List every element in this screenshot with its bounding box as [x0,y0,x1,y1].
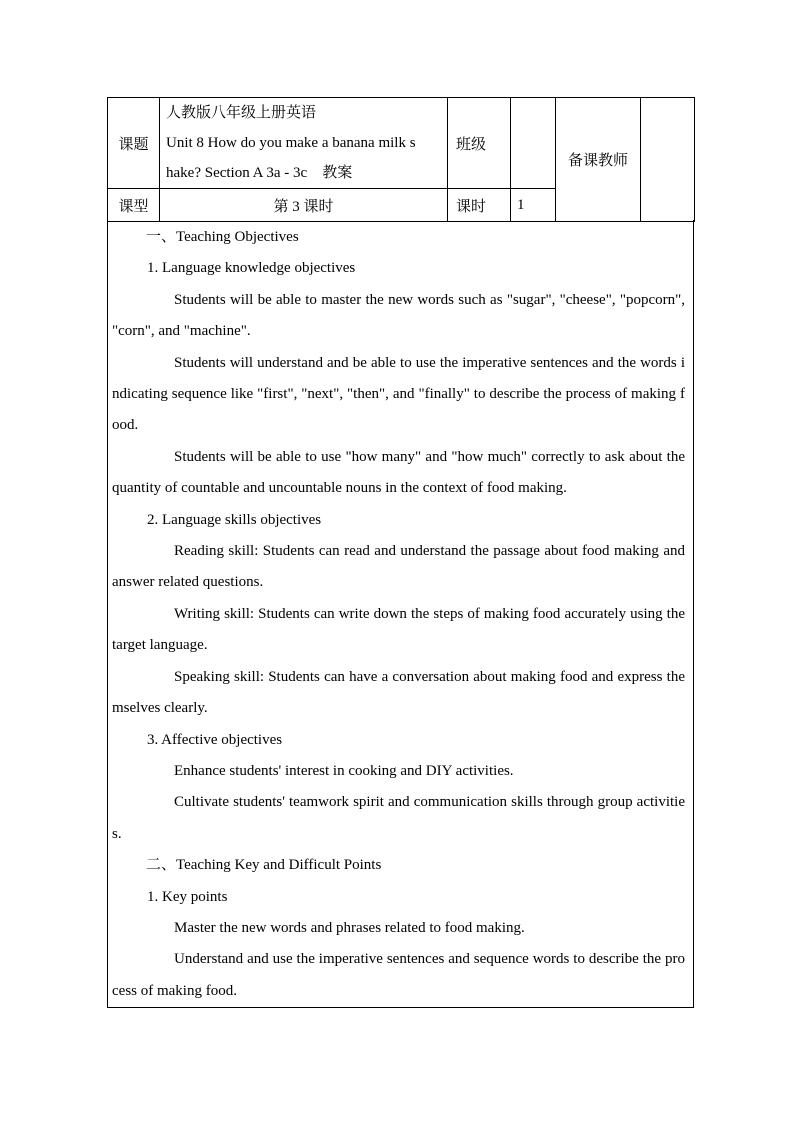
topic-title-line: 人教版八年级上册英语 [166,105,317,121]
subsection-heading: 3. Affective objectives [147,731,283,748]
paragraph: Writing skill: Students can write down the steps of making food accurately using the target language. [112,605,685,654]
topic-label: 课题 [108,98,160,189]
header-table [107,97,695,222]
class-label: 班级 [448,98,511,189]
topic-title-line: Unit 8 How do you make a banana milk s [166,135,416,151]
paragraph: Students will be able to master the new words such as "sugar", "cheese", "popcorn", "corn", and "machine". [112,291,685,340]
lesson-content [112,222,685,1007]
class-value [511,98,556,189]
section-heading: 一、Teaching Objectives [146,229,299,245]
section-heading: 二、Teaching Key and Difficult Points [146,857,382,874]
type-value: 第 3 课时 [160,189,448,222]
subsection-heading: 1. Key points [147,888,228,905]
topic-title [160,98,448,189]
paragraph: Master the new words and phrases related to food making. [174,919,525,936]
paragraph: Students will understand and be able to use the imperative sentences and the words indicating sequence like "first", "next", "then", and "finally" to describe the process of making food. [112,354,685,434]
paragraph: Students will be able to use "how many" and "how much" correctly to ask about the quantity of countable and uncountable nouns in the context of food making. [112,448,685,497]
topic-title-line: hake? Section A 3a - 3c 教案 [166,165,353,181]
paragraph: Cultivate students' teamwork spirit and communication skills through group activities. [112,794,685,842]
subsection-heading: 2. Language skills objectives [147,511,322,528]
paragraph: Understand and use the imperative sentences and sequence words to describe the process of making food. [112,951,685,999]
prep-teacher-label: 备课教师 [556,98,641,222]
paragraph: Speaking skill: Students can have a conversation about making food and express themselves clearly. [112,668,685,717]
period-value: 1 [511,189,556,222]
period-label: 课时 [448,189,511,222]
paragraph: Reading skill: Students can read and understand the passage about food making and answer related questions. [112,543,685,591]
prep-teacher-value [641,98,695,222]
type-label: 课型 [108,189,160,222]
paragraph: Enhance students' interest in cooking and DIY activities. [174,762,514,779]
subsection-heading: 1. Language knowledge objectives [147,260,356,277]
